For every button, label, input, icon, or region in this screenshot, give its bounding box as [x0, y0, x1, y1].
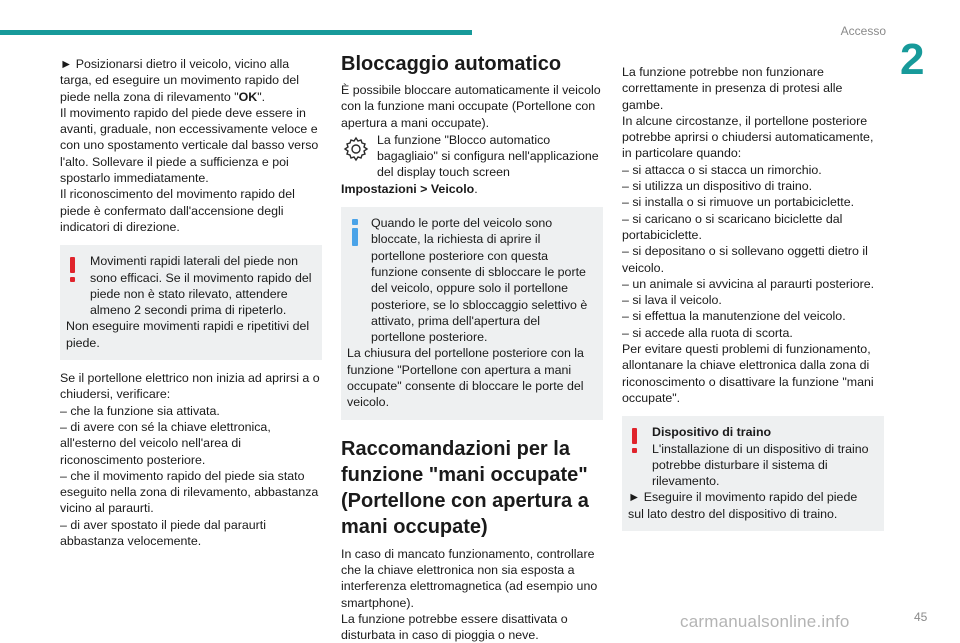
- paragraph: ► Posizionarsi dietro il veicolo, vicino alla targa, ed eseguire un movimento rapido del piede nella zona di rilevamento "OK".: [60, 57, 300, 104]
- list-item: – di aver spostato il piede dal paraurti abbastanza velocemente.: [60, 517, 266, 549]
- list-item: – si depositano o si sollevano oggetti dietro il veicolo.: [622, 244, 868, 275]
- heading-raccomandazioni: Raccomandazioni per la funzione "mani occupate" (Portellone con apertura a mani occupate): [341, 437, 589, 538]
- column-2: [341, 52, 603, 643]
- list-item: – si utilizza un dispositivo di traino.: [622, 179, 813, 194]
- list-item: – si installa o si rimuove un portabiciclette.: [622, 195, 855, 210]
- paragraph: È possibile bloccare automaticamente il veicolo con la funzione mani occupate (Portellone con apertura a mani occupate).: [341, 83, 601, 130]
- note-text: La chiusura del portellone posteriore con la funzione "Portellone con apertura a mani occupate" consente di bloccare le porte del veicolo.: [347, 346, 584, 410]
- warning-note: [622, 416, 884, 531]
- watermark: carmanualsonline.info: [680, 612, 850, 631]
- list-item: – di avere con sé la chiave elettronica, all'esterno del veicolo nell'area di riconoscimento posteriore.: [60, 419, 271, 467]
- note-text: ► Eseguire il movimento rapido del piede sul lato destro del dispositivo di traino.: [628, 490, 858, 521]
- warning-icon: [68, 257, 78, 283]
- list-item: – che la funzione sia attivata.: [60, 403, 220, 418]
- list-item: – si attacca o si stacca un rimorchio.: [622, 162, 822, 177]
- list-item: – si caricano o si scaricano biciclette dal portabiciclette.: [622, 211, 843, 242]
- paragraph: Il movimento rapido del piede deve essere in avanti, graduale, non eccessivamente veloce e con uno spostamento verticale dal basso verso l'alto. Sollevare il piede a sufficienza e poi spostarlo immediatamente.: [60, 105, 319, 186]
- paragraph: Se il portellone elettrico non inizia ad aprirsi a o chiudersi, verificare:: [60, 371, 320, 402]
- list-item: – si lava il veicolo.: [622, 293, 722, 308]
- list-item: – si effettua la manutenzione del veicolo.: [622, 309, 846, 324]
- paragraph: La funzione potrebbe essere disattivata o disturbata in caso di pioggia o neve.: [341, 611, 568, 643]
- note-text: Quando le porte del veicolo sono bloccate, la richiesta di aprire il portellone posteriore con questa funzione consente di sbloccare le porte del veicolo, oppure solo il portellone posteriore, se lo sbloccaggio selettivo è attivato, prima dell'apertura del portellone posteriore.: [371, 216, 588, 345]
- column-1: [60, 56, 322, 549]
- note-text: Movimenti rapidi laterali del piede non sono efficaci. Se il movimento rapido del piede non è stato rilevato, attendere almeno 2 secondi prima di ripeterlo.: [90, 254, 312, 318]
- paragraph: Il riconoscimento del movimento rapido del piede è confermato dall'accensione degli indicatori di direzione.: [60, 187, 295, 234]
- chapter-number: 2: [900, 35, 925, 84]
- note-text: Non eseguire movimenti rapidi e ripetitivi del piede.: [66, 319, 310, 350]
- column-3: [622, 64, 884, 541]
- info-note: [341, 207, 603, 420]
- paragraph: La funzione potrebbe non funzionare correttamente in presenza di protesi alle gambe.: [622, 65, 843, 112]
- paragraph: In alcune circostanze, il portellone posteriore potrebbe aprirsi o chiudersi automaticamente, in particolare quando:: [622, 113, 874, 161]
- warning-note: [60, 245, 322, 360]
- paragraph: Impostazioni > Veicolo.: [341, 181, 478, 196]
- list-item: – che il movimento rapido del piede sia stato eseguito nella zona di rilevamento, abbastanza vicino al paraurti.: [60, 468, 319, 516]
- settings-note: La funzione "Blocco automatico bagagliaio" si configura nell'applicazione del display touch screen: [341, 132, 603, 181]
- paragraph: Per evitare questi problemi di funzionamento, allontanare la chiave elettronica dalla zona di riconoscimento o disattivare la funzione "mani occupate".: [622, 342, 874, 405]
- page-number: 45: [914, 610, 928, 624]
- paragraph: In caso di mancato funzionamento, controllare che la chiave elettronica non sia esposta a interferenza elettromagnetica (ad esempio uno smartphone).: [341, 546, 598, 610]
- note-title: Dispositivo di traino: [652, 425, 772, 440]
- heading-bloccaggio: Bloccaggio automatico: [341, 53, 562, 75]
- info-icon: [351, 219, 359, 247]
- warning-icon: [630, 428, 640, 454]
- header-accent-bar: [0, 30, 472, 35]
- list-item: – si accede alla ruota di scorta.: [622, 325, 793, 340]
- list-item: – un animale si avvicina al paraurti posteriore.: [622, 276, 875, 291]
- section-title: Accesso: [840, 24, 886, 38]
- note-text: L'installazione di un dispositivo di traino potrebbe disturbare il sistema di rilevamento.: [652, 441, 869, 489]
- gear-icon: [341, 134, 371, 164]
